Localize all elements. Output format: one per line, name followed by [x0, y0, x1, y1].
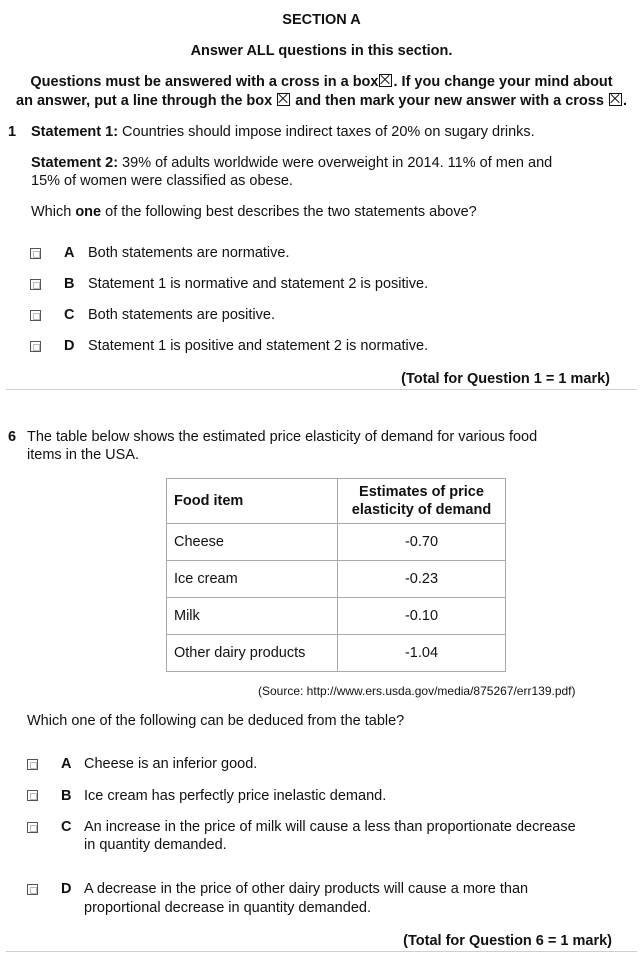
- answer-checkbox[interactable]: [30, 341, 41, 352]
- option-letter: A: [64, 245, 75, 261]
- divider: [6, 389, 637, 390]
- option-text: Cheese is an inferior good.: [84, 756, 258, 772]
- option-letter: C: [61, 819, 72, 835]
- option-letter: A: [61, 756, 72, 772]
- option-text-line-2: proportional decrease in quantity demanded.: [84, 900, 371, 916]
- instruction-text: . If you change your mind about: [393, 74, 613, 90]
- elasticity-cell: -0.70: [338, 524, 506, 561]
- instruction-text: and then mark your new answer with a cross: [295, 93, 604, 109]
- question-1-prompt: [31, 204, 477, 220]
- question-number: 6: [8, 429, 17, 445]
- elasticity-cell: -0.10: [338, 598, 506, 635]
- food-item-cell: Other dairy products: [167, 635, 338, 672]
- question-number: 1: [8, 124, 17, 140]
- option-text-line-1: An increase in the price of milk will cause a less than proportionate decrease: [84, 819, 576, 835]
- question-1-total: (Total for Question 1 = 1 mark): [401, 371, 610, 387]
- statement-2-label: Statement 2:: [31, 155, 119, 171]
- answer-checkbox[interactable]: [30, 248, 41, 259]
- food-item-cell: Cheese: [167, 524, 338, 561]
- option-text: Statement 1 is positive and statement 2 is normative.: [88, 338, 429, 354]
- table-row: [167, 524, 506, 561]
- header-line: Estimates of price: [359, 484, 484, 500]
- option-letter: D: [64, 338, 75, 354]
- statement-1: [31, 124, 535, 140]
- question-6-intro-line-2: items in the USA.: [27, 447, 140, 463]
- instruction-text: Questions must be answered with a cross in a box: [30, 74, 379, 90]
- table-row: [167, 635, 506, 672]
- answer-checkbox[interactable]: [27, 790, 38, 801]
- question-6-total: (Total for Question 6 = 1 mark): [403, 933, 612, 949]
- option-text-line-2: in quantity demanded.: [84, 837, 227, 853]
- option-text-line-1: A decrease in the price of other dairy products will cause a more than: [84, 881, 529, 897]
- table-row: [167, 561, 506, 598]
- option-letter: B: [64, 276, 75, 292]
- food-item-cell: Ice cream: [167, 561, 338, 598]
- instruction-cross-line-2: [0, 93, 643, 109]
- instruction-cross-line-1: [0, 74, 643, 90]
- column-header-food-item: Food item: [167, 479, 338, 524]
- prompt-emphasis: one: [75, 204, 102, 220]
- section-title: SECTION A: [282, 12, 361, 28]
- header-line: elasticity of demand: [351, 502, 492, 518]
- instruction-text: .: [622, 93, 627, 109]
- table-header-row: [167, 479, 506, 524]
- answer-checkbox[interactable]: [27, 822, 38, 833]
- option-letter: B: [61, 788, 72, 804]
- instruction-answer-all: Answer ALL questions in this section.: [190, 43, 453, 59]
- elasticity-cell: -0.23: [338, 561, 506, 598]
- question-6-prompt: Which one of the following can be deduced from the table?: [27, 713, 405, 729]
- statement-2-text: 39% of adults worldwide were overweight in 2014. 11% of men and: [118, 155, 553, 171]
- statement-1-text: Countries should impose indirect taxes of 20% on sugary drinks.: [118, 124, 535, 140]
- answer-checkbox[interactable]: [27, 884, 38, 895]
- question-6-intro-line-1: The table below shows the estimated price elasticity of demand for various food: [27, 429, 538, 445]
- elasticity-table: [166, 478, 506, 672]
- elasticity-cell: -1.04: [338, 635, 506, 672]
- statement-2-line-2: 15% of women were classified as obese.: [31, 173, 293, 189]
- option-text: Both statements are normative.: [88, 245, 290, 261]
- table-source: (Source: http://www.ers.usda.gov/media/875267/err139.pdf): [258, 684, 576, 698]
- instruction-text: an answer, put a line through the box: [16, 93, 273, 109]
- statement-1-label: Statement 1:: [31, 124, 119, 140]
- option-letter: D: [61, 881, 72, 897]
- option-letter: C: [64, 307, 75, 323]
- answer-checkbox[interactable]: [30, 310, 41, 321]
- struck-box-icon: [277, 93, 290, 106]
- divider: [6, 951, 637, 952]
- answer-checkbox[interactable]: [30, 279, 41, 290]
- table-row: [167, 598, 506, 635]
- option-text: Both statements are positive.: [88, 307, 275, 323]
- column-header-elasticity: [338, 479, 506, 524]
- option-text: Statement 1 is normative and statement 2 is positive.: [88, 276, 429, 292]
- crossed-box-icon: [379, 74, 392, 87]
- crossed-box-icon: [609, 93, 622, 106]
- option-text: Ice cream has perfectly price inelastic demand.: [84, 788, 387, 804]
- statement-2-line-1: [31, 155, 552, 171]
- prompt-text: Which: [31, 204, 76, 220]
- prompt-text: of the following best describes the two statements above?: [101, 204, 477, 220]
- answer-checkbox[interactable]: [27, 759, 38, 770]
- food-item-cell: Milk: [167, 598, 338, 635]
